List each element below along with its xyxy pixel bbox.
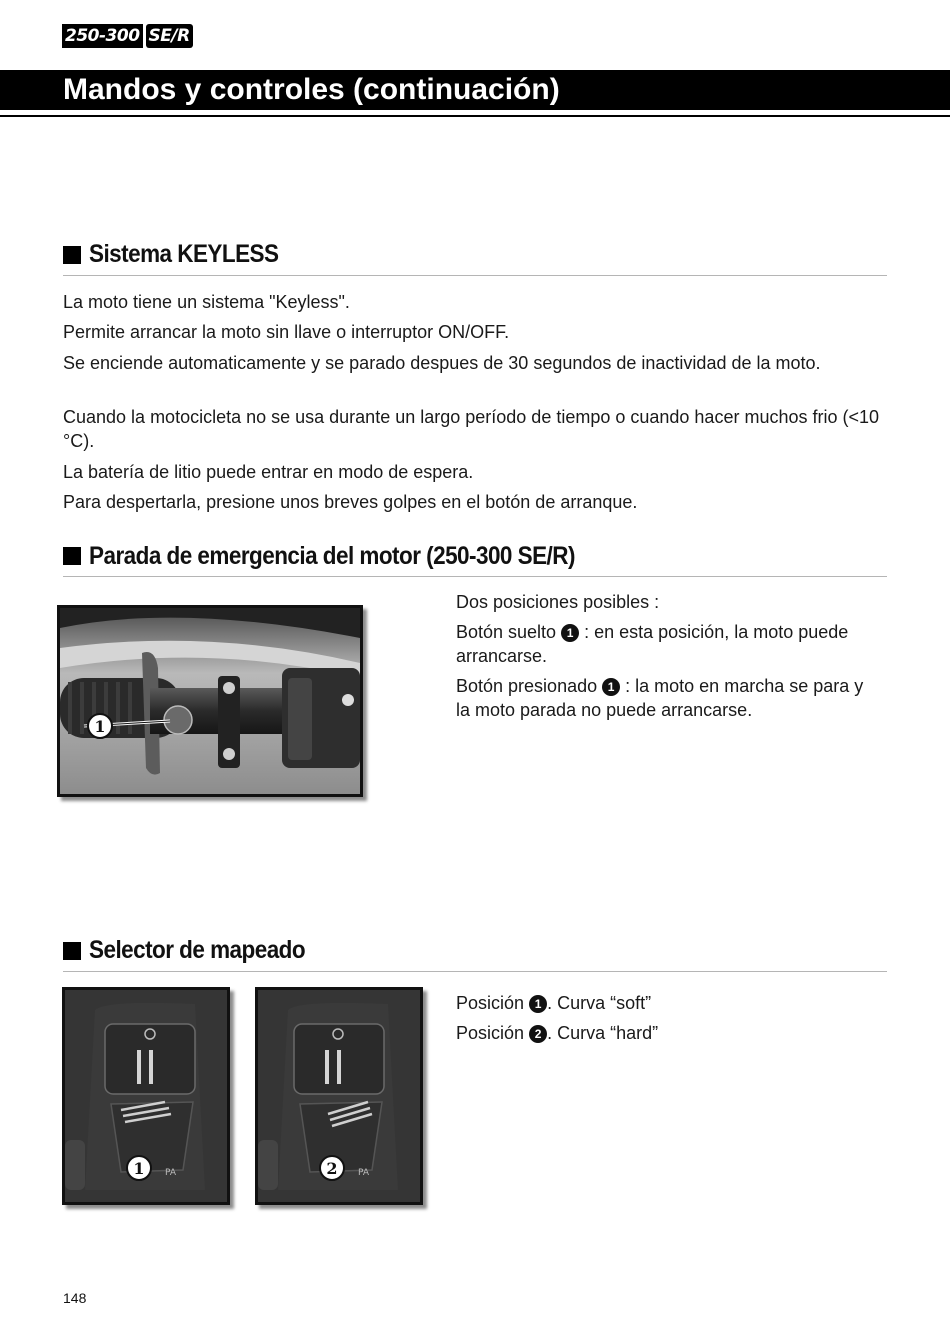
- logo-variant: SE/R: [146, 24, 193, 48]
- mapping-position-2: [456, 1021, 876, 1045]
- map-switch-photo-1: [62, 987, 230, 1205]
- callout-number-badge: 1: [602, 678, 620, 696]
- line-text: Posición: [456, 1023, 525, 1043]
- model-logo: [62, 24, 193, 48]
- line-text: Posición: [456, 993, 525, 1013]
- emergency-description: [456, 590, 876, 728]
- emergency-intro: Dos posiciones posibles :: [456, 592, 660, 612]
- keyless-paragraph: La moto tiene un sistema "Keyless".: [63, 292, 350, 312]
- callout-2: 2: [326, 1159, 338, 1178]
- keyless-paragraph: La batería de litio puede entrar en modo de espera.: [63, 462, 474, 482]
- map-switch-illustration: [258, 990, 420, 1202]
- square-bullet-icon: [63, 547, 81, 565]
- section-title: Selector de mapeado: [89, 936, 306, 964]
- section-mapping-heading: [63, 930, 887, 972]
- line-text: Botón presionado: [456, 676, 598, 696]
- page-title: Mandos y controles (continuación): [63, 73, 560, 106]
- line-text: . Curva “hard”: [547, 1023, 659, 1043]
- section-title: Parada de emergencia del motor (250-300 SE/R): [89, 541, 575, 570]
- keyless-paragraph: Permite arrancar la moto sin llave o interruptor ON/OFF.: [63, 322, 510, 342]
- emergency-line-released: [456, 620, 876, 668]
- callout-1: 1: [133, 1159, 145, 1178]
- keyless-paragraph: Cuando la motocicleta no se usa durante un largo período de tiempo o cuando hacer muchos frio (<10 °C).: [63, 407, 880, 451]
- handlebar-illustration: [60, 608, 360, 794]
- map-switch-illustration: [65, 990, 227, 1202]
- handlebar-photo: [57, 605, 363, 797]
- callout-number-badge: 2: [529, 1025, 547, 1043]
- callout-number-badge: 1: [529, 995, 547, 1013]
- section-emergency-heading: [63, 536, 887, 577]
- mapping-position-1: [456, 991, 876, 1015]
- emergency-line-pressed: [456, 674, 876, 722]
- square-bullet-icon: [63, 246, 81, 264]
- svg-text:PA: PA: [358, 1168, 370, 1178]
- page-number: 148: [63, 1290, 87, 1306]
- callout-number-badge: 1: [561, 624, 579, 642]
- title-bar: [0, 70, 950, 110]
- keyless-paragraph: Se enciende automaticamente y se parado despues de 30 segundos de inactividad de la moto.: [63, 353, 821, 373]
- mapping-description: [456, 991, 876, 1051]
- map-switch-photo-2: [255, 987, 423, 1205]
- line-text: : la moto en marcha se para y la moto parada no puede arrancarse.: [456, 676, 864, 720]
- line-text: Botón suelto: [456, 622, 557, 642]
- keyless-paragraph: Para despertarla, presione unos breves golpes en el botón de arranque.: [63, 492, 638, 512]
- svg-text:PA: PA: [165, 1168, 177, 1178]
- line-text: . Curva “soft”: [547, 993, 652, 1013]
- title-rule: [0, 115, 950, 117]
- line-text: : en esta posición, la moto puede arrancarse.: [456, 622, 849, 666]
- logo-model: 250-300: [62, 24, 143, 48]
- callout-1: 1: [94, 717, 106, 736]
- square-bullet-icon: [63, 942, 81, 960]
- section-title: Sistema KEYLESS: [89, 240, 279, 268]
- section-keyless-heading: [63, 234, 887, 276]
